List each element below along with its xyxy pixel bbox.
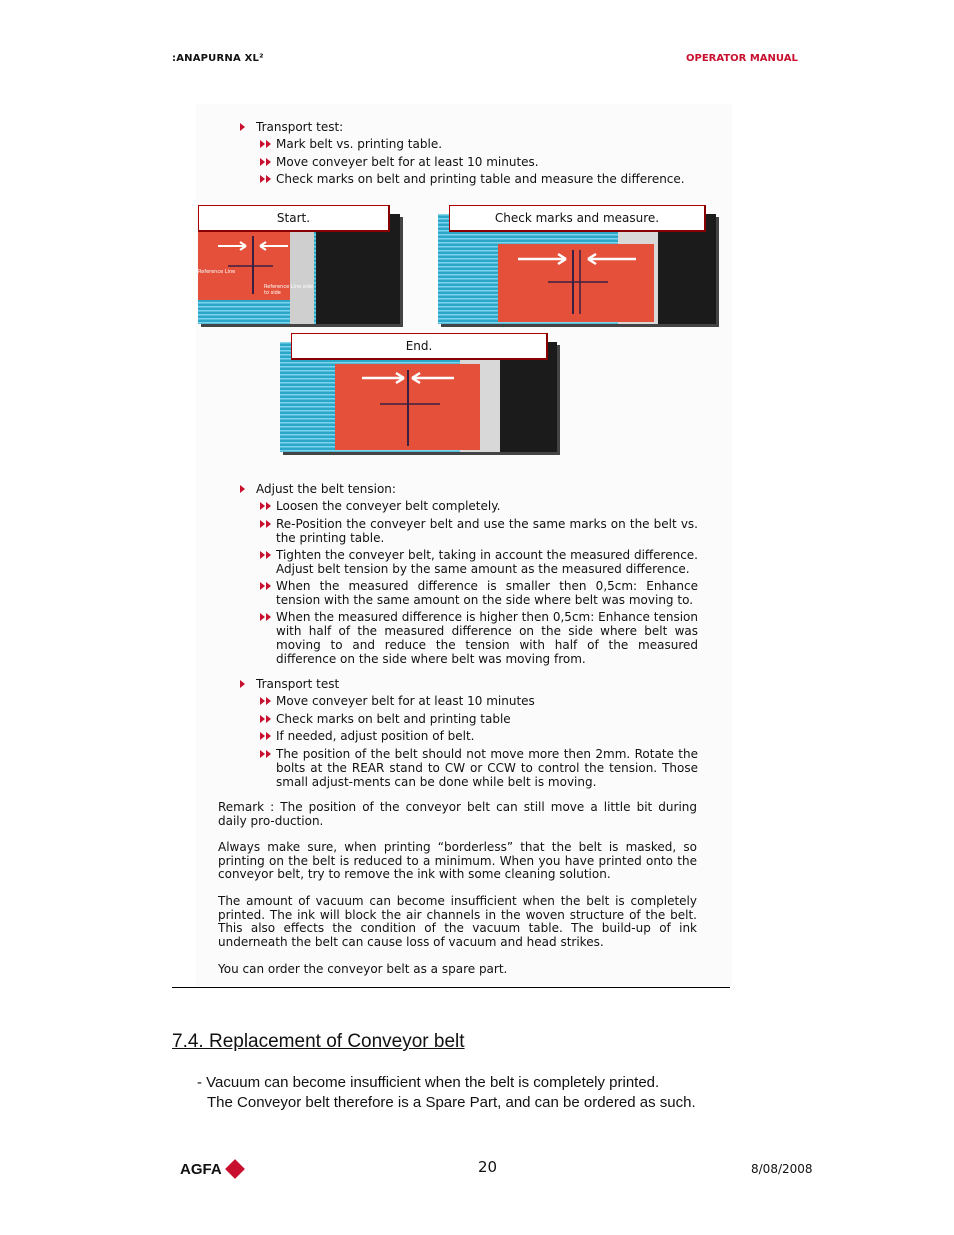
agfa-rhombus-icon: [225, 1159, 245, 1179]
sub-bullet: When the measured difference is higher then 0,5cm: Enhance tension with half of the measured difference on the side where belt was moving to and reduce the tension with half of the measured difference on the side where belt was moving from.: [258, 610, 698, 666]
section-line-2: The Conveyor belt therefore is a Spare Part, and can be ordered as such.: [207, 1094, 696, 1111]
double-arrow-icon: [260, 175, 272, 183]
double-arrow-icon: [260, 502, 272, 510]
sub-bullet: When the measured difference is smaller then 0,5cm: Enhance tension with the same amount on the side where belt was moving to.: [258, 579, 698, 607]
section-line-1: - Vacuum can become insufficient when the belt is completely printed.: [197, 1074, 660, 1091]
double-arrow-icon: [260, 158, 272, 166]
header-product: :ANAPURNA XL²: [172, 53, 264, 64]
double-arrow-icon: [260, 140, 272, 148]
arrow-bullet-icon: [240, 485, 245, 493]
sub-bullet: Tighten the conveyer belt, taking in account the measured difference. Adjust belt tension by the same amount as the measured difference.: [258, 548, 698, 576]
header-manual-title: OPERATOR MANUAL: [686, 53, 798, 64]
sub-bullet: Mark belt vs. printing table.: [258, 137, 698, 151]
section-heading: 7.4. Replacement of Conveyor belt: [172, 1031, 465, 1052]
sub-bullet: If needed, adjust position of belt.: [258, 729, 698, 743]
caption-start: Start.: [198, 205, 390, 232]
page-number: 20: [478, 1158, 498, 1176]
borderless-paragraph: Always make sure, when printing “borderless” that the belt is masked, so printing on the belt is reduced to a minimum. When you have printed onto the conveyor belt, try to remove the ink with some cleaning solution.: [218, 840, 697, 882]
order-paragraph: You can order the conveyor belt as a spare part.: [218, 962, 508, 976]
photo-label: Reference Line: [198, 269, 236, 275]
double-arrow-icon: [260, 732, 272, 740]
sub-bullet: Move conveyer belt for at least 10 minutes: [258, 694, 698, 708]
double-arrow-icon: [260, 715, 272, 723]
sub-bullet: Move conveyer belt for at least 10 minutes.: [258, 155, 698, 169]
arrow-bullet-icon: [240, 123, 245, 131]
double-arrow-icon: [260, 520, 272, 528]
sub-bullet: The position of the belt should not move more then 2mm. Rotate the bolts at the REAR stand to CW or CCW to control the tension. Those small adjust-ments can be done while belt is moving.: [258, 747, 698, 789]
vacuum-paragraph: The amount of vacuum can become insufficient when the belt is completely printed. The ink will block the air channels in the woven structure of the belt. This also effects the condition of the vacuum table. The build-up of ink underneath the belt can cause loss of vacuum and head strikes.: [218, 894, 697, 949]
caption-end: End.: [291, 333, 548, 360]
divider-line: [172, 987, 730, 988]
double-arrow-icon: [260, 750, 272, 758]
arrow-bullet-icon: [240, 680, 245, 688]
double-arrow-icon: [260, 697, 272, 705]
remark-paragraph: Remark : The position of the conveyor belt can still move a little bit during daily pro-duction.: [218, 800, 697, 828]
sub-bullet: Loosen the conveyer belt completely.: [258, 499, 698, 513]
footer-date: 8/08/2008: [751, 1162, 813, 1176]
agfa-logo: AGFA: [180, 1161, 222, 1178]
double-arrow-icon: [260, 551, 272, 559]
sub-bullet: Re-Position the conveyer belt and use the same marks on the belt vs. the printing table.: [258, 517, 698, 545]
sub-bullet: Check marks on belt and printing table and measure the difference.: [258, 172, 698, 186]
photo-label: Reference Line side to side: [264, 284, 314, 296]
sub-bullet: Check marks on belt and printing table: [258, 712, 698, 726]
double-arrow-icon: [260, 582, 272, 590]
caption-check: Check marks and measure.: [449, 205, 706, 232]
double-arrow-icon: [260, 613, 272, 621]
